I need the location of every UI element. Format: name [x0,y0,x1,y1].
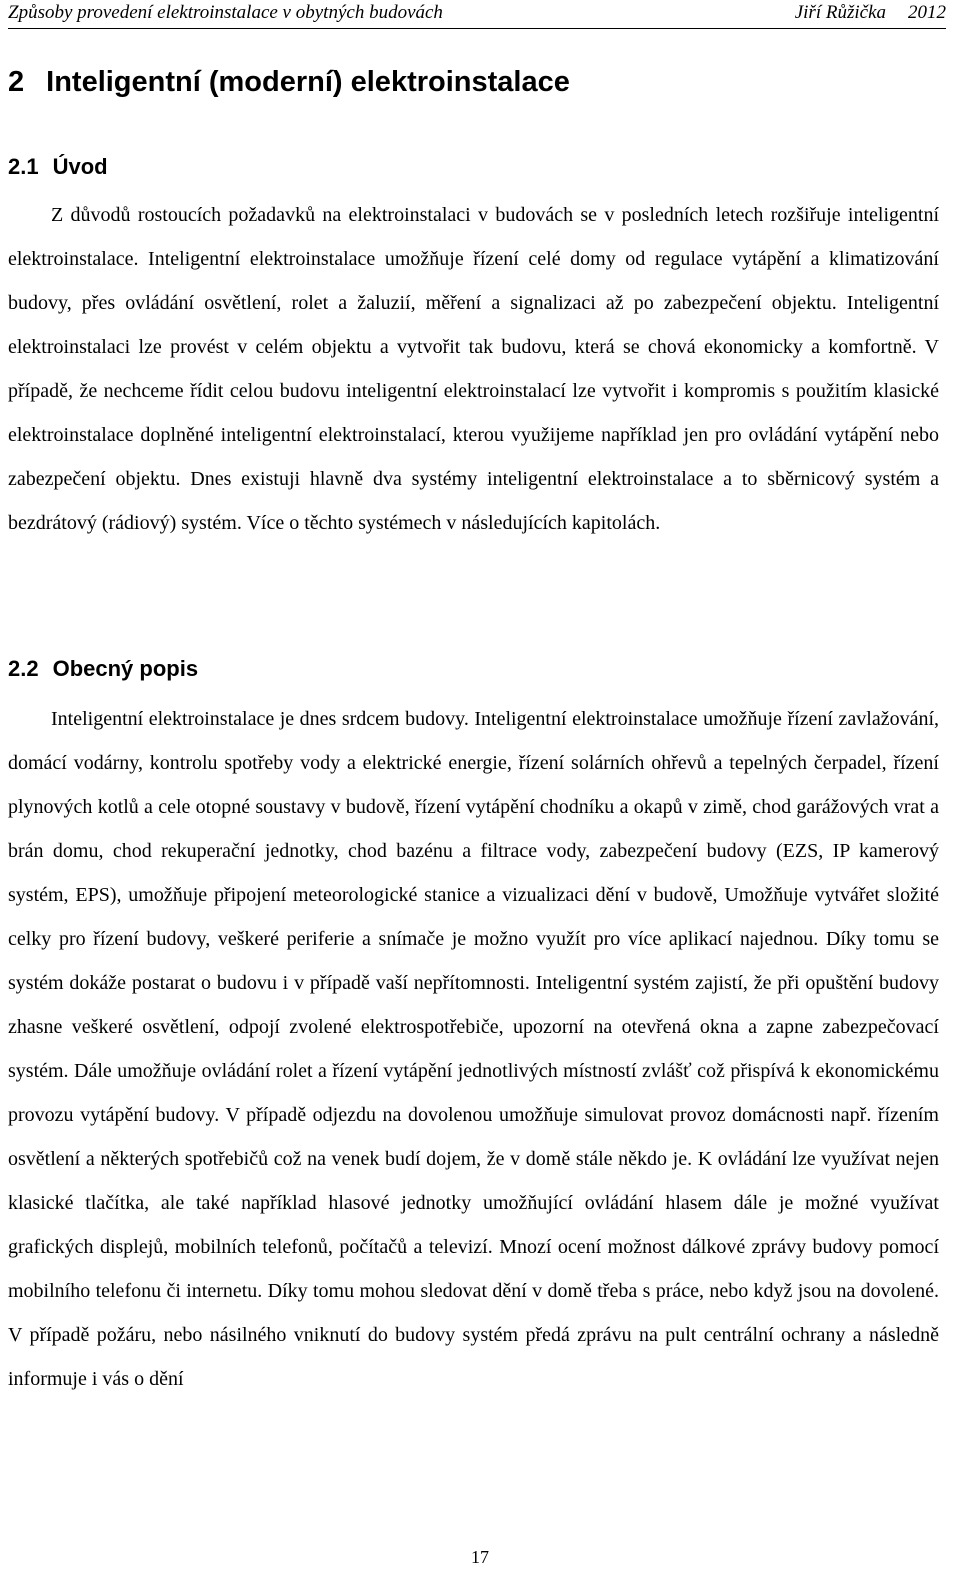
chapter-heading [8,66,570,99]
chapter-title: Inteligentní (moderní) elektroinstalace [46,66,570,98]
page-number: 17 [471,1547,489,1567]
header-author: Jiří Růžička [794,2,886,23]
section-number: 2.1 [8,154,39,179]
header-meta [773,2,946,24]
running-header [8,0,946,29]
chapter-number: 2 [8,66,25,98]
section-heading-general [8,656,198,682]
section-number: 2.2 [8,656,39,681]
section-paragraph-intro: Z důvodů rostoucích požadavků na elektroinstalaci v budovách se v posledních letech rozšiřuje inteligentní elektroinstalace. Inteligentní elektroinstalace umožňuje řízení celé domy od regulace vytápění a klimatizování budovy, přes ovládání osvětlení, rolet a žaluzií, měření a signalizaci až po zabezpečení objektu. Inteligentní elektroinstalaci lze provést v celém objektu a vytvořit tak budovu, která se chová ekonomicky a komfortně. V případě, že nechceme řídit celou budovu inteligentní elektroinstalací lze vytvořit i kompromis s použitím klasické elektroinstalace doplněné inteligentní elektroinstalací, kterou využijeme například jen pro ovládání vytápění nebo zabezpečení objektu. Dnes existuji hlavně dva systémy inteligentní elektroinstalace a to sběrnicový systém a bezdrátový (rádiový) systém. Více o těchto systémech v následujících kapitolách. [8,204,939,534]
section-heading-intro [8,154,108,180]
section-title: Obecný popis [52,656,199,681]
header-year: 2012 [908,2,946,23]
section-title: Úvod [52,154,108,179]
header-document-title: Způsoby provedení elektroinstalace v obytných budovách [8,2,443,23]
section-paragraph-general: Inteligentní elektroinstalace je dnes srdcem budovy. Inteligentní elektroinstalace umožňuje řízení zavlažování, domácí vodárny, kontrolu spotřeby vody a elektrické energie, řízení solárních ohřevů a tepelných čerpadel, řízení plynových kotlů a cele otopné soustavy v budově, řízení vytápění chodníku a okapů v zimě, chod garážových vrat a brán domu, chod rekuperační jednotky, chod bazénu a filtrace vody, zabezpečení budovy (EZS, IP kamerový systém, EPS), umožňuje připojení meteorologické stanice a vizualizaci dění v budově, Umožňuje vytvářet složité celky pro řízení budovy, veškeré periferie a snímače je možno využít pro více aplikací najednou. Díky tomu se systém dokáže postarat o budovu i v případě vaší nepřítomnosti. Inteligentní systém zajistí, že při opuštění budovy zhasne veškeré osvětlení, odpojí zvolené elektrospotřebiče, upozorní na otevřená okna a zapne zabezpečovací systém. Dále umožňuje ovládání rolet a řízení vytápění jednotlivých místností zvlášť což přispívá k ekonomickému provozu vytápění budovy. V případě odjezdu na dovolenou umožňuje simulovat provoz domácnosti např. řízením osvětlení a některých spotřebičů což na venek budí dojem, že v domě stále někdo je. K ovládání lze využívat nejen klasické tlačítka, ale také například hlasové jednotky umožňující ovládání hlasem dále je možné využívat grafických displejů, mobilních telefonů, počítačů a televizí. Mnozí ocení možnost dálkové zprávy budovy pomocí mobilního telefonu či internetu. Díky tomu mohou sledovat dění v domě třeba s práce, nebo když jsou na dovolené. V případě požáru, nebo násilného vniknutí do budovy systém předá zprávu na pult centrální ochrany a následně informuje i vás o dění [8,708,939,1390]
